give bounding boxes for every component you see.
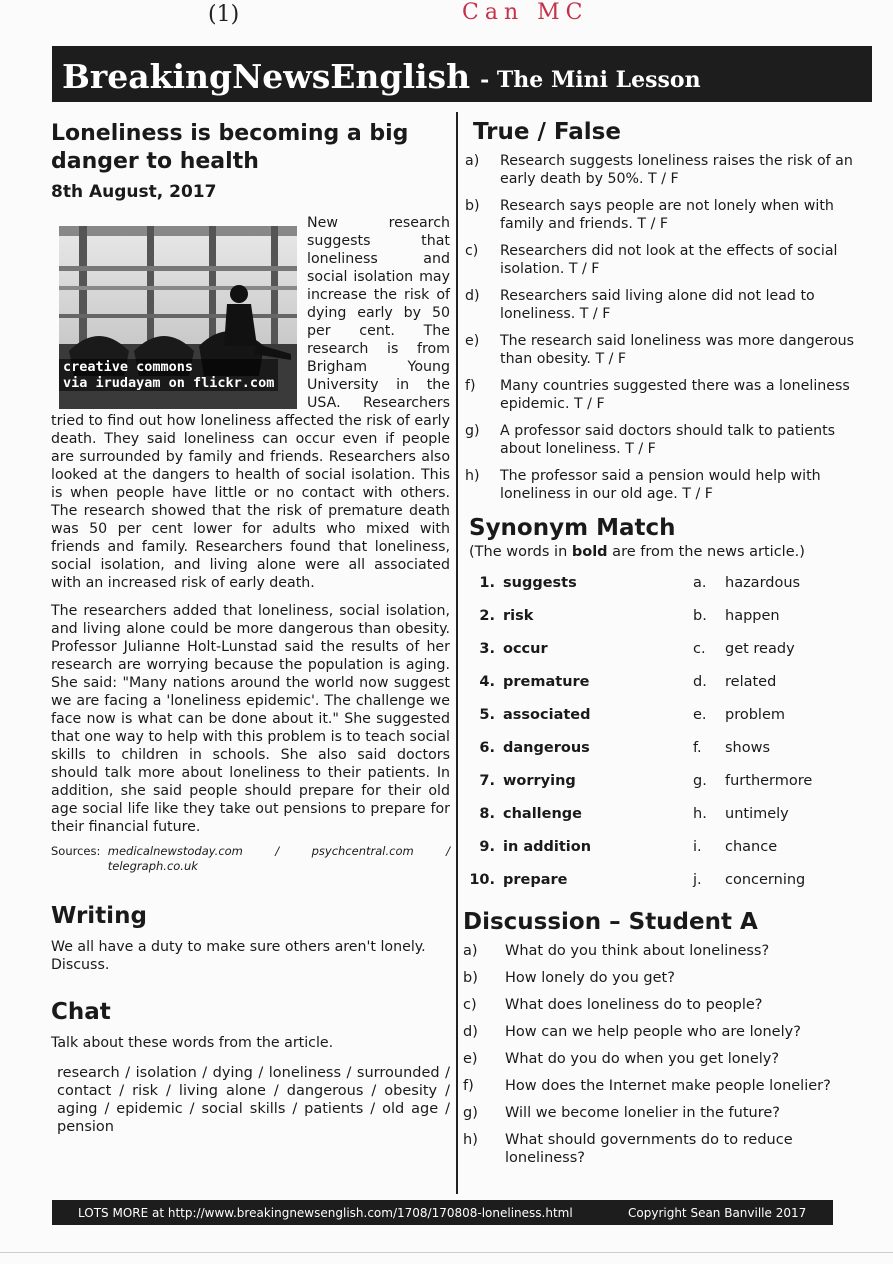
writing-section — [51, 902, 450, 974]
synonym-number: 7. — [479, 772, 495, 789]
synonym-row — [469, 698, 863, 731]
item-text: How can we help people who are lonely? — [505, 1024, 801, 1040]
synonym-row — [469, 665, 863, 698]
item-letter: e) — [463, 1051, 478, 1067]
synonym-match: untimely — [725, 805, 789, 822]
item-text: Many countries suggested there was a loneliness epidemic. T / F — [500, 378, 850, 412]
synonym-word: premature — [503, 673, 590, 690]
synonym-number: 9. — [479, 838, 495, 855]
synonym-key: h. — [693, 805, 707, 822]
photo-credit-line2: via irudayam on flickr.com — [63, 375, 275, 391]
synonym-key: c. — [693, 640, 706, 657]
synonym-key: j. — [693, 871, 702, 888]
synonym-heading: Synonym Match — [469, 515, 676, 541]
discussion-item — [463, 969, 863, 996]
discussion-item — [463, 942, 863, 969]
synonym-match: chance — [725, 838, 778, 855]
item-letter: g) — [465, 423, 480, 439]
discussion-item — [463, 1131, 863, 1167]
true-false-item — [463, 332, 863, 377]
item-text: How lonely do you get? — [505, 970, 675, 986]
article-sources — [51, 844, 450, 874]
item-text: Will we become lonelier in the future? — [505, 1105, 780, 1121]
synonym-table — [469, 566, 863, 896]
footer-copyright: Copyright Sean Banville 2017 — [628, 1205, 807, 1220]
item-text: What should governments do to reduce loneliness? — [505, 1132, 793, 1166]
synonym-section — [463, 514, 863, 896]
article-paragraph-2: The researchers added that loneliness, social isolation, and living alone could be more dangerous than obesity. Professor Julianne Holt-Lunstad said the results of her research are worrying because the population is aging. She said: "Many nations around the world now suggest we are facing a 'loneliness epidemic'. The challenge we face now is what can be done about it." She suggested that one way to help with this problem is to teach social skills to children in schools. She also said doctors should talk more about loneliness to their patients. In addition, she said people should prepare for their old age social life like they take out pensions to prepare for their financial future. — [51, 603, 450, 835]
item-letter: h) — [463, 1132, 478, 1148]
synonym-row — [469, 731, 863, 764]
item-text: The professor said a pension would help with loneliness in our old age. T / F — [500, 468, 821, 502]
true-false-item — [463, 287, 863, 332]
item-letter: b) — [463, 970, 478, 986]
discussion-item — [463, 996, 863, 1023]
photo-credit-line1: creative commons — [63, 359, 194, 375]
synonym-match: related — [725, 673, 777, 690]
synonym-key: i. — [693, 838, 702, 855]
synonym-word: dangerous — [503, 739, 590, 756]
synonym-match: get ready — [725, 640, 795, 657]
item-text: Research says people are not lonely when with family and friends. T / F — [500, 198, 834, 232]
true-false-item — [463, 152, 863, 197]
true-false-item — [463, 197, 863, 242]
right-column — [463, 118, 863, 1167]
true-false-item — [463, 377, 863, 422]
synonym-word: risk — [503, 607, 534, 624]
item-letter: a) — [463, 943, 478, 959]
handwritten-page-number: (1) — [208, 2, 240, 27]
item-letter: c) — [465, 243, 479, 259]
item-text: A professor said doctors should talk to patients about loneliness. T / F — [500, 423, 836, 457]
synonym-row — [469, 566, 863, 599]
synonym-row — [469, 764, 863, 797]
discussion-item — [463, 1050, 863, 1077]
synonym-number: 5. — [479, 706, 495, 723]
sources-value: medicalnewstoday.com / psychcentral.com / telegraph.co.uk — [107, 844, 450, 873]
synonym-number: 4. — [479, 673, 495, 690]
synonym-key: f. — [693, 739, 702, 756]
synonym-word: occur — [503, 640, 548, 657]
item-text: Research suggests loneliness raises the risk of an early death by 50%. T / F — [500, 153, 853, 187]
item-letter: b) — [465, 198, 480, 214]
article-photo — [59, 226, 297, 409]
synonym-match: hazardous — [725, 574, 801, 591]
page-edge — [0, 1252, 893, 1253]
photo-credit — [59, 359, 278, 391]
synonym-word: associated — [503, 706, 591, 723]
synonym-key: g. — [693, 772, 707, 789]
item-letter: c) — [463, 997, 477, 1013]
item-letter: f) — [463, 1078, 474, 1094]
synonym-row — [469, 632, 863, 665]
synonym-number: 2. — [479, 607, 495, 624]
synonym-row — [469, 599, 863, 632]
discussion-item — [463, 1023, 863, 1050]
synonym-row — [469, 797, 863, 830]
chat-section — [51, 998, 450, 1136]
true-false-item — [463, 467, 863, 512]
synonym-match: problem — [725, 706, 785, 723]
item-letter: g) — [463, 1105, 478, 1121]
discussion-item — [463, 1104, 863, 1131]
header-banner — [52, 46, 872, 102]
chat-heading: Chat — [51, 999, 111, 1025]
synonym-row — [469, 863, 863, 896]
synonym-number: 10. — [469, 871, 495, 888]
synonym-word: prepare — [503, 871, 568, 888]
synonym-instructions-end: are from the news article.) — [607, 544, 805, 560]
item-text: What do you think about loneliness? — [505, 943, 770, 959]
item-letter: e) — [465, 333, 480, 349]
synonym-instructions-start: (The words in — [469, 544, 572, 560]
writing-heading: Writing — [51, 903, 147, 929]
synonym-instructions — [469, 544, 863, 560]
synonym-row — [469, 830, 863, 863]
item-text: What does loneliness do to people? — [505, 997, 763, 1013]
synonym-match: shows — [725, 739, 771, 756]
article-date: 8th August, 2017 — [51, 182, 217, 202]
article-title: Loneliness is becoming a big danger to health — [51, 121, 409, 174]
synonym-word: challenge — [503, 805, 583, 822]
footer-bar — [52, 1200, 833, 1225]
left-column — [51, 118, 450, 1136]
discussion-list — [463, 942, 863, 1167]
item-letter: a) — [465, 153, 480, 169]
chat-intro: Talk about these words from the article. — [51, 1035, 334, 1051]
brand-title: BreakingNewsEnglish — [62, 57, 471, 96]
item-text: The research said loneliness was more dangerous than obesity. T / F — [500, 333, 855, 367]
discussion-item — [463, 1077, 863, 1104]
handwritten-note: Can MC — [462, 0, 589, 25]
discussion-section — [463, 908, 863, 1167]
synonym-word: worrying — [503, 772, 576, 789]
synonym-number: 8. — [479, 805, 495, 822]
synonym-instructions-bold: bold — [571, 544, 608, 560]
synonym-number: 6. — [479, 739, 495, 756]
item-text: What do you do when you get lonely? — [505, 1051, 780, 1067]
item-letter: h) — [465, 468, 480, 484]
true-false-item — [463, 422, 863, 467]
footer-url: LOTS MORE at http://www.breakingnewsenglish.com/1708/170808-loneliness.html — [78, 1205, 573, 1220]
synonym-match: concerning — [725, 871, 806, 888]
sources-label: Sources: — [51, 844, 101, 858]
article-paragraph-1: New research suggests that loneliness and social isolation may increase the risk of dying early by 50 per cent. The research is from Brigham Young University in the USA. Researchers tried to find out how loneliness affected the risk of early death. They said loneliness can occur even if people are surrounded by family and friends. Researchers also looked at the dangers to health of social isolation. This is when people have little or no contact with others. The research showed that the risk of premature death was 50 per cent lower for adults who mixed with friends and family. Researchers found that loneliness, social isolation, and living alone were all associated with an increased risk of early death. — [51, 215, 450, 591]
writing-text: We all have a duty to make sure others aren't lonely. Discuss. — [51, 939, 426, 973]
chat-word-list: research / isolation / dying / loneliness / surrounded / contact / risk / living alone / dangerous / obesity / aging / epidemic / social skills / patients / old age / pension — [57, 1065, 450, 1135]
synonym-number: 1. — [479, 574, 495, 591]
item-letter: d) — [465, 288, 480, 304]
synonym-word: in addition — [503, 838, 592, 855]
synonym-key: a. — [693, 574, 707, 591]
true-false-item — [463, 242, 863, 287]
synonym-match: furthermore — [725, 772, 813, 789]
synonym-match: happen — [725, 607, 780, 624]
lesson-subtitle: - The Mini Lesson — [480, 67, 701, 93]
discussion-heading: Discussion – Student A — [463, 909, 758, 935]
column-divider — [456, 112, 458, 1194]
item-letter: d) — [463, 1024, 478, 1040]
synonym-key: e. — [693, 706, 707, 723]
item-text: Researchers said living alone did not lead to loneliness. T / F — [500, 288, 815, 322]
item-letter: f) — [465, 378, 476, 394]
synonym-number: 3. — [479, 640, 495, 657]
item-text: Researchers did not look at the effects of social isolation. T / F — [500, 243, 838, 277]
synonym-key: d. — [693, 673, 707, 690]
article-body — [51, 214, 450, 874]
synonym-key: b. — [693, 607, 707, 624]
synonym-word: suggests — [503, 574, 577, 591]
true-false-heading: True / False — [473, 119, 621, 145]
true-false-list — [463, 152, 863, 512]
item-text: How does the Internet make people lonelier? — [505, 1078, 831, 1094]
